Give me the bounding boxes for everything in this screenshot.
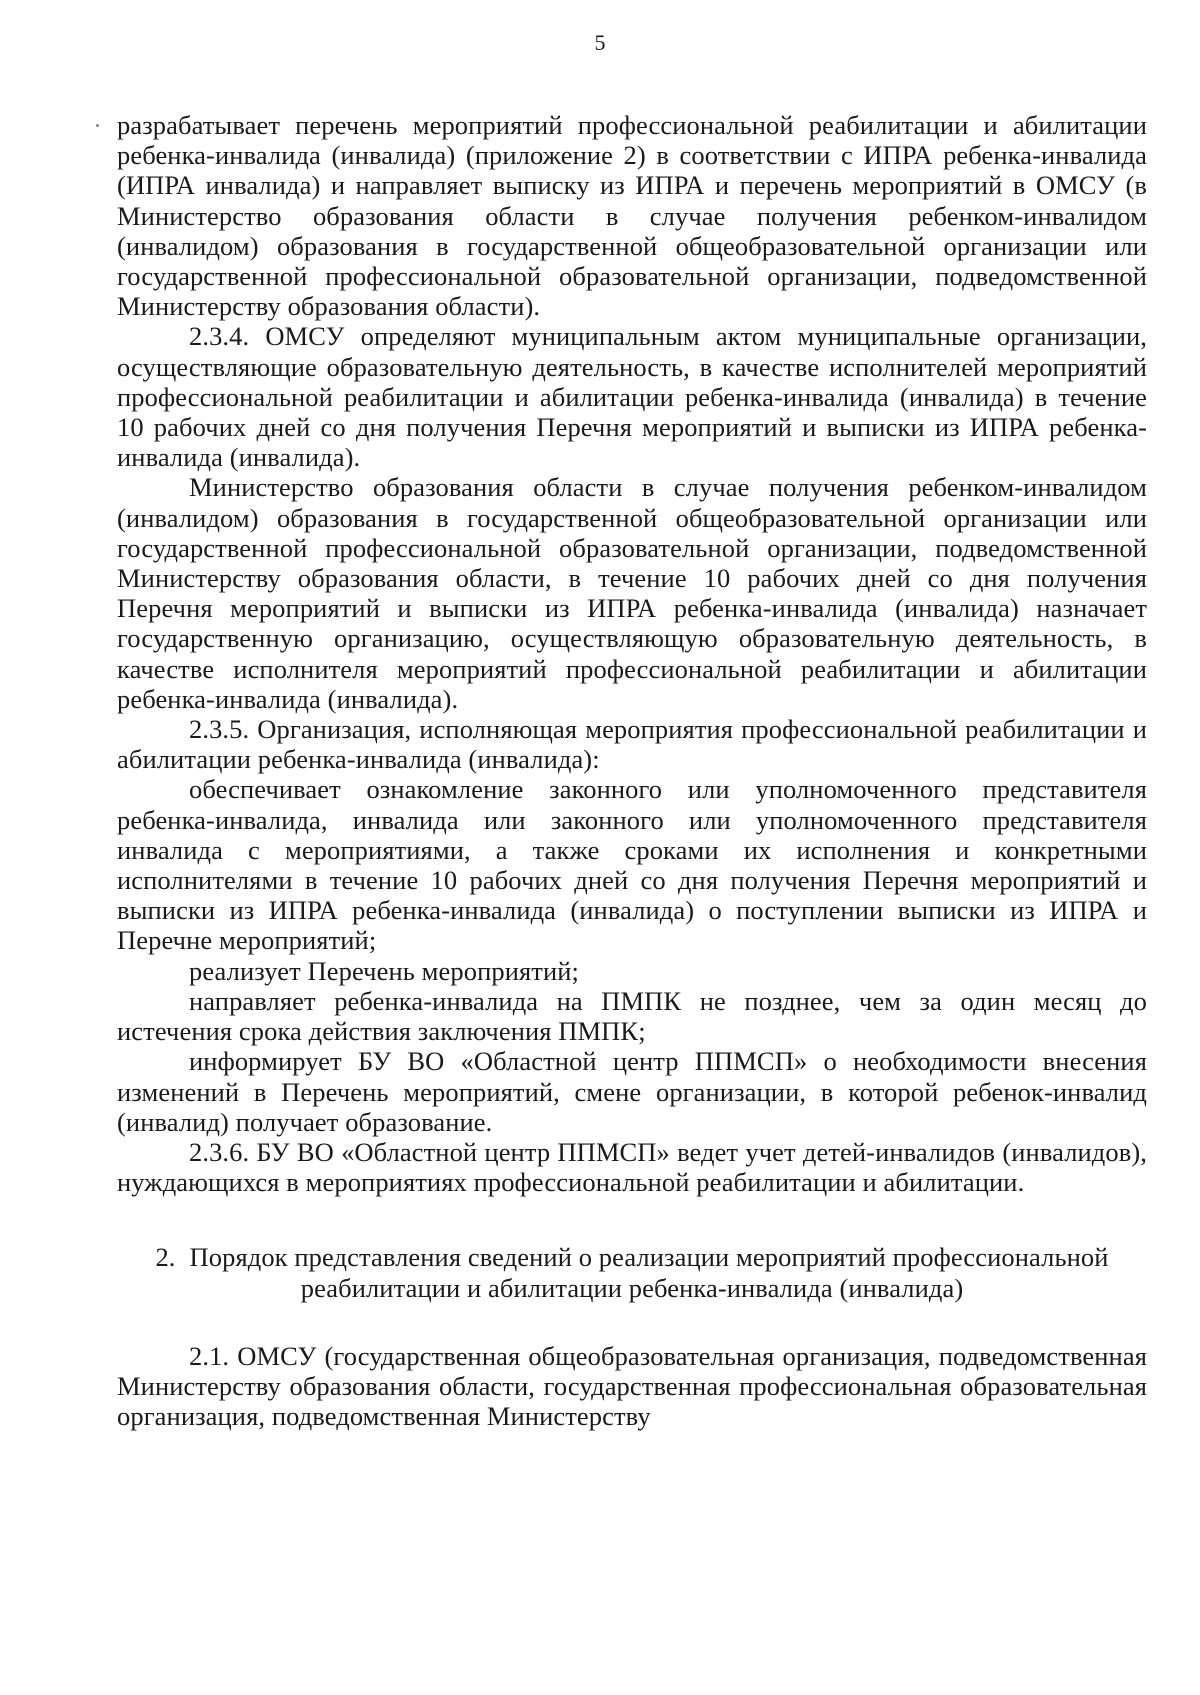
section-heading — [117, 1242, 1147, 1302]
paragraph-2-3-4: 2.3.4. ОМСУ определяют муниципальным актом муниципальные организации, осуществляющие образовательную деятельность, в качестве исполнителей мероприятий профессиональной реабилитации и абилитации ребенка-инвалида (инвалида) в течение 10 рабочих дней со дня получения Перечня мероприятий и выписки из ИПРА ребенка-инвалида (инвалида). — [117, 321, 1147, 473]
paragraph-implements-list: реализует Перечень мероприятий; — [189, 955, 579, 986]
paragraph-sends-to-pmpk: направляет ребенка-инвалида на ПМПК не позднее, чем за один месяц до истечения срока действия заключения ПМПК; — [117, 985, 1147, 1047]
section-title: Порядок представления сведений о реализации мероприятий профессиональной реабилитации и абилитации ребенка-инвалида (инвалида) — [189, 1242, 1109, 1303]
paragraph-provides-familiarization: обеспечивает ознакомление законного или уполномоченного представителя ребенка-инвалида, инвалида или законного или уполномоченного представителя инвалида с мероприятиями, а также сроками их исполнения и конкретными исполнителями в течение 10 рабочих дней со дня получения Перечня мероприятий и выписки из ИПРА ребенка-инвалида (инвалида) о поступлении выписки из ИПРА и Перечне мероприятий; — [117, 774, 1147, 956]
document-body — [117, 110, 1147, 1431]
scan-artifact-dot — [96, 124, 99, 127]
paragraph-2-3-5: 2.3.5. Организация, исполняющая мероприятия профессиональной реабилитации и абилитации ребенка-инвалида (инвалида): — [117, 714, 1147, 775]
section-number: 2. — [155, 1242, 176, 1273]
paragraph-ministry: Министерство образования области в случае получения ребенком-инвалидом (инвалидом) образования в государственной общеобразовательной организации или государственной профессиональной образовательной организации, подведомственной Министерству образования области, в течение 10 рабочих дней со дня получения Перечня мероприятий и выписки из ИПРА ребенка-инвалида (инвалида) назначает государственную организацию, осуществляющую образовательную деятельность, в качестве исполнителя мероприятий профессиональной реабилитации и абилитации ребенка-инвалида (инвалида). — [117, 472, 1147, 714]
paragraph-2-1: 2.1. ОМСУ (государственная общеобразовательная организация, подведомственная Министерству образования области, государственная профессиональная образовательная организация, подведомственная Министерству — [117, 1340, 1147, 1432]
paragraph-2-3-6: 2.3.6. БУ ВО «Областной центр ППМСП» ведет учет детей-инвалидов (инвалидов), нуждающихся в мероприятиях профессиональной реабилитации и абилитации. — [117, 1136, 1147, 1198]
page-number: 5 — [594, 30, 606, 55]
paragraph-informs-center: информирует БУ ВО «Областной центр ППМСП» о необходимости внесения изменений в Перечень мероприятий, смене организации, в которой ребенок-инвалид (инвалид) получает образование. — [117, 1046, 1147, 1137]
paragraph-continuation: разрабатывает перечень мероприятий профессиональной реабилитации и абилитации ребенка-инвалида (инвалида) (приложение 2) в соответствии с ИПРА ребенка-инвалида (ИПРА инвалида) и направляет выписку из ИПРА и перечень мероприятий в ОМСУ (в Министерство образования области в случае получения ребенком-инвалидом (инвалидом) образования в государственной общеобразовательной организации или государственной профессиональной образовательной организации, подведомственной Министерству образования области). — [117, 110, 1147, 322]
